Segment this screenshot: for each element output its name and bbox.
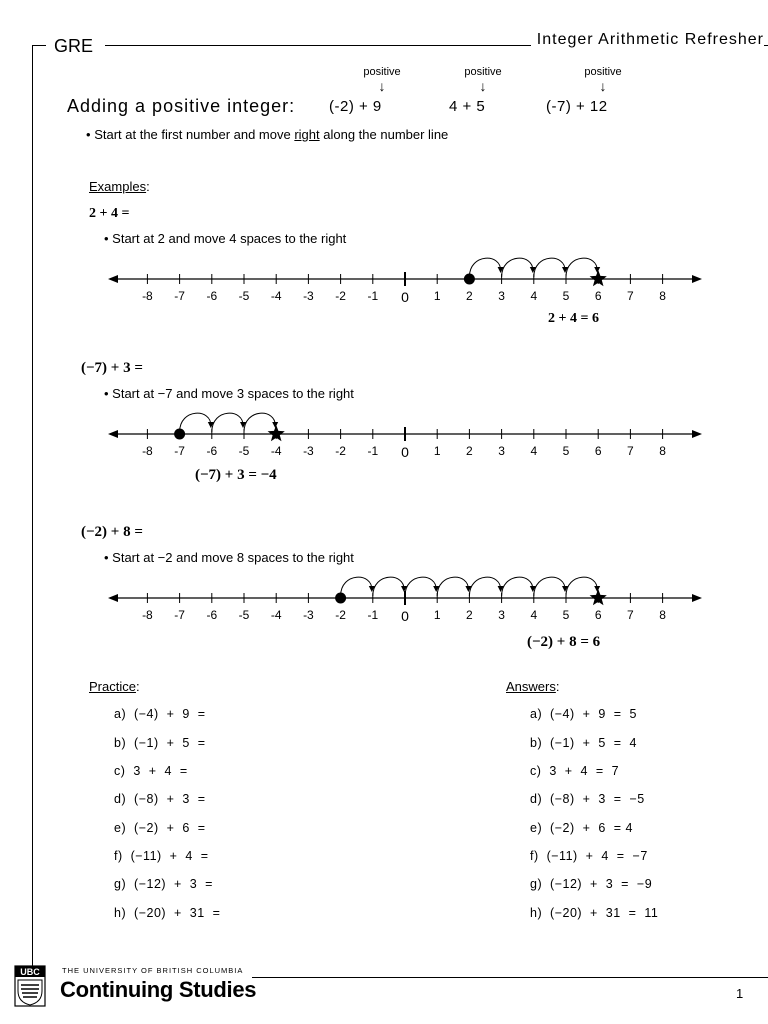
- tick-label: 3: [498, 608, 505, 622]
- answers-title: [506, 679, 559, 694]
- tick-label: -4: [270, 608, 282, 622]
- axis-right-arrow-icon: [692, 430, 702, 438]
- answer-item: g) (−12) + 3 = −9: [530, 877, 653, 891]
- tick-label: -2: [335, 289, 346, 303]
- rule-after: along the number line: [319, 127, 449, 142]
- down-arrow-icon: ↓: [599, 78, 607, 94]
- tick-label: -8: [142, 608, 153, 622]
- tick-label: 8: [659, 608, 666, 622]
- tick-label: -7: [174, 608, 185, 622]
- practice-item: a) (−4) + 9 =: [114, 707, 206, 721]
- ubc-logo: [14, 965, 46, 1007]
- examples-title-text: Examples: [89, 179, 147, 194]
- tick-label: 7: [627, 444, 634, 458]
- jump-arc: [534, 577, 565, 596]
- number-line-2: [0, 405, 768, 475]
- example-instruction: • Start at −7 and move 3 spaces to the right: [104, 386, 354, 401]
- example-result: 2 + 4 = 6: [548, 311, 599, 326]
- tick-label: -6: [206, 444, 218, 458]
- tick-label: 7: [627, 608, 634, 622]
- jump-arrowhead-icon: [594, 267, 600, 273]
- practice-item: e) (−2) + 6 =: [114, 821, 206, 835]
- answer-item: h) (−20) + 31 = 11: [530, 906, 659, 920]
- jump-arc: [180, 413, 211, 432]
- tick-label: 2: [466, 289, 473, 303]
- example-problem: 2 + 4 =: [89, 206, 130, 221]
- jump-arc: [244, 413, 275, 432]
- course-label: GRE: [46, 36, 105, 57]
- jump-arrowhead-icon: [272, 422, 278, 428]
- number-line-1: [0, 250, 768, 320]
- frame-left-rule: [32, 45, 33, 967]
- answers-title-text: Answers: [506, 679, 556, 694]
- answer-item: d) (−8) + 3 = −5: [530, 792, 645, 806]
- tick-label: -8: [142, 289, 153, 303]
- tick-label: -6: [206, 608, 218, 622]
- tick-label: 8: [659, 444, 666, 458]
- jump-arc: [437, 577, 468, 596]
- tick-label: -1: [367, 444, 379, 458]
- axis-left-arrow-icon: [108, 275, 118, 283]
- tick-label: 4: [530, 608, 538, 622]
- example-instruction: • Start at 2 and move 4 spaces to the right: [104, 231, 347, 246]
- tick-label: -3: [303, 289, 314, 303]
- tick-label: 6: [594, 444, 602, 458]
- jump-arc: [502, 258, 533, 277]
- tick-label: 4: [530, 289, 538, 303]
- practice-title: [89, 679, 140, 694]
- start-point: [464, 274, 475, 285]
- answer-item: a) (−4) + 9 = 5: [530, 707, 637, 721]
- tick-label: -8: [142, 444, 153, 458]
- tick-label: -3: [303, 444, 314, 458]
- colon: :: [135, 679, 140, 694]
- rule-emphasis: right: [294, 127, 320, 142]
- jump-arc: [469, 258, 500, 277]
- practice-item: d) (−8) + 3 =: [114, 792, 206, 806]
- example-instruction: • Start at −2 and move 8 spaces to the right: [104, 550, 354, 565]
- frame-bottom-rule: [252, 977, 768, 978]
- tick-label: 5: [562, 444, 570, 458]
- jump-arc: [341, 577, 372, 596]
- tick-label: 6: [594, 289, 602, 303]
- practice-item: c) 3 + 4 =: [114, 764, 188, 778]
- axis-left-arrow-icon: [108, 430, 118, 438]
- tick-label: -5: [238, 289, 250, 303]
- university-name: THE UNIVERSITY OF BRITISH COLUMBIA: [62, 966, 244, 975]
- jump-arc: [566, 577, 597, 596]
- tick-label: -3: [303, 608, 314, 622]
- down-arrow-icon: ↓: [479, 78, 487, 94]
- bullet: •: [86, 127, 91, 142]
- jump-arc: [502, 577, 533, 596]
- jump-arc: [373, 577, 404, 596]
- tick-label: -4: [270, 289, 282, 303]
- intro-expression: (-2) + 9: [329, 98, 382, 115]
- page-number: 1: [736, 986, 744, 1001]
- tick-label: -1: [367, 608, 379, 622]
- tick-label: -4: [270, 444, 282, 458]
- jump-arc: [566, 258, 597, 277]
- ubc-logo-text: UBC: [20, 967, 40, 977]
- tick-label: -5: [238, 608, 250, 622]
- examples-title: [89, 179, 150, 194]
- practice-item: f) (−11) + 4 =: [114, 849, 209, 863]
- practice-item: b) (−1) + 5 =: [114, 736, 206, 750]
- tick-label: 2: [466, 444, 473, 458]
- axis-right-arrow-icon: [692, 594, 702, 602]
- jump-arc: [405, 577, 436, 596]
- jump-arc: [534, 258, 565, 277]
- tick-label: -2: [335, 444, 346, 458]
- tick-label: -6: [206, 289, 218, 303]
- colon: :: [146, 179, 150, 194]
- section-heading: Adding a positive integer:: [67, 96, 296, 116]
- intro-expression: (-7) + 12: [546, 98, 608, 115]
- answer-item: b) (−1) + 5 = 4: [530, 736, 637, 750]
- rule-before: Start at the first number and move: [94, 127, 295, 142]
- jump-arc: [469, 577, 500, 596]
- tick-label: 8: [659, 289, 666, 303]
- tick-label: 5: [562, 289, 570, 303]
- tick-label: 0: [401, 608, 409, 624]
- tick-label: 1: [433, 289, 441, 303]
- tick-label: 3: [498, 289, 505, 303]
- colon: :: [555, 679, 560, 694]
- tick-label: 4: [530, 444, 538, 458]
- positive-label: positive: [464, 66, 502, 78]
- jump-arrowhead-icon: [594, 586, 600, 592]
- tick-label: -7: [174, 289, 185, 303]
- intro-expression: 4 + 5: [449, 98, 486, 115]
- unit-name: Continuing Studies: [60, 977, 257, 1002]
- example-problem: (−2) + 8 =: [81, 524, 143, 540]
- tick-label: -7: [174, 444, 185, 458]
- example-result: (−7) + 3 = −4: [195, 467, 277, 483]
- tick-label: 3: [498, 444, 505, 458]
- axis-left-arrow-icon: [108, 594, 118, 602]
- down-arrow-icon: ↓: [378, 78, 386, 94]
- tick-label: 1: [433, 608, 441, 622]
- rule-text: [86, 127, 448, 142]
- axis-right-arrow-icon: [692, 275, 702, 283]
- practice-title-text: Practice: [89, 679, 136, 694]
- tick-label: -2: [335, 608, 346, 622]
- tick-label: 6: [594, 608, 602, 622]
- example-result: (−2) + 8 = 6: [527, 634, 601, 650]
- tick-label: -1: [367, 289, 379, 303]
- example-problem: (−7) + 3 =: [81, 360, 143, 376]
- tick-label: 7: [627, 289, 634, 303]
- positive-label: positive: [363, 66, 401, 78]
- tick-label: 2: [466, 608, 473, 622]
- answer-item: f) (−11) + 4 = −7: [530, 849, 648, 863]
- answer-item: c) 3 + 4 = 7: [530, 764, 620, 778]
- tick-label: 1: [433, 444, 441, 458]
- positive-label: positive: [584, 66, 622, 78]
- number-line-3: [0, 569, 768, 639]
- jump-arc: [212, 413, 243, 432]
- practice-item: h) (−20) + 31 =: [114, 906, 221, 920]
- answer-item: e) (−2) + 6 = 4: [530, 821, 633, 835]
- practice-item: g) (−12) + 3 =: [114, 877, 213, 891]
- tick-label: -5: [238, 444, 250, 458]
- tick-label: 0: [401, 289, 409, 305]
- tick-label: 0: [401, 444, 409, 460]
- start-point: [335, 593, 346, 604]
- topic-title: Integer Arithmetic Refresher: [531, 31, 764, 49]
- start-point: [174, 429, 185, 440]
- tick-label: 5: [562, 608, 570, 622]
